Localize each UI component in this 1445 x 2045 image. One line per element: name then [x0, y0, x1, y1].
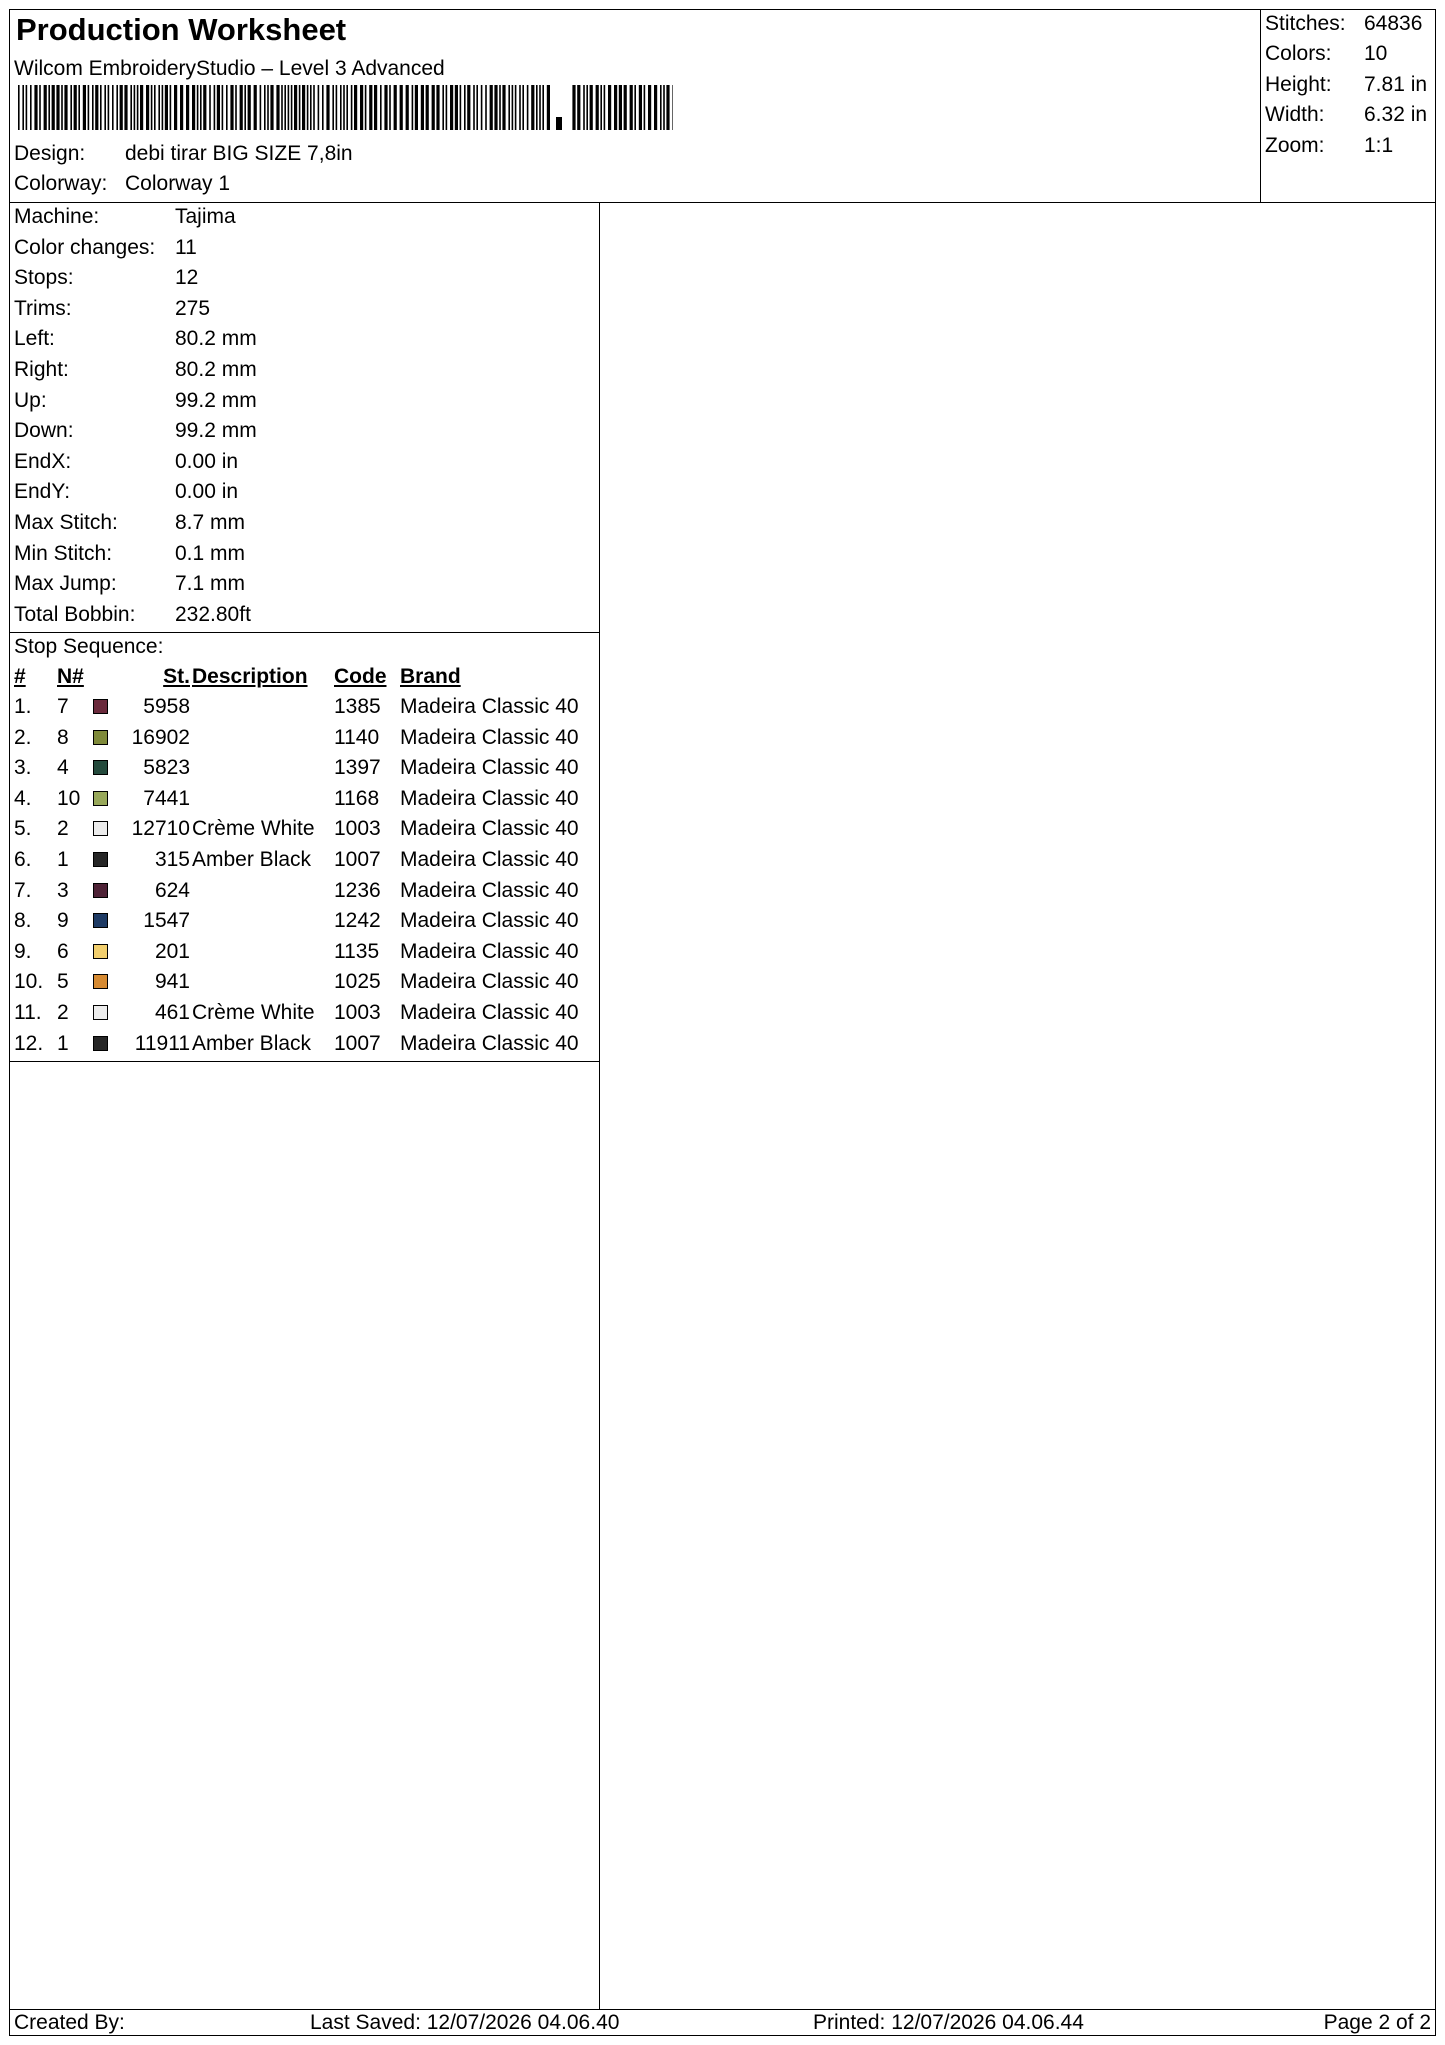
stop-needle: 2 [57, 1001, 69, 1024]
stop-needle: 8 [57, 725, 69, 749]
stop-brand: Madeira Classic 40 [400, 970, 579, 994]
thread-color-swatch [93, 760, 108, 775]
stop-number: 10. [14, 970, 44, 994]
software-name: Wilcom EmbroideryStudio – Level 3 Advanced [14, 57, 445, 80]
spec-label: Left: [14, 327, 55, 351]
stop-stitches: 16902 [131, 725, 190, 749]
page-title: Production Worksheet [16, 12, 347, 47]
stop-stitches: 12710 [131, 817, 190, 841]
stop-number: 5. [14, 817, 32, 841]
stop-stitches: 7441 [143, 786, 190, 810]
col-header-description: Description [192, 665, 308, 688]
spec-label: Right: [14, 358, 69, 381]
stop-stitches: 11911 [134, 1031, 190, 1055]
stop-number: 12. [14, 1031, 44, 1055]
stop-code: 1003 [334, 817, 381, 841]
stop-code: 1236 [334, 878, 381, 902]
spec-value: Tajima [175, 205, 236, 228]
design-row [14, 142, 353, 166]
spec-value: 11 [175, 235, 197, 259]
left-column [10, 203, 600, 2009]
spec-label: Stops: [14, 266, 74, 290]
thread-color-swatch [93, 974, 108, 989]
spec-row [14, 602, 251, 627]
stop-description: Crème White [192, 1001, 315, 1024]
stop-needle: 5 [57, 970, 69, 994]
worksheet-header [10, 10, 1435, 203]
stop-number: 9. [14, 939, 32, 963]
thread-color-swatch [93, 821, 108, 836]
spec-label: Up: [14, 388, 47, 412]
stop-needle: 1 [57, 848, 69, 871]
worksheet-footer [10, 2009, 1435, 2037]
thread-color-swatch [93, 913, 108, 928]
spec-label: Machine: [14, 205, 100, 228]
spec-value: 80.2 mm [175, 358, 257, 381]
created-by: Created By: [14, 2011, 125, 2034]
stop-code: 1242 [334, 909, 381, 933]
stop-code: 1007 [334, 1031, 381, 1055]
stop-brand: Madeira Classic 40 [400, 878, 579, 902]
stop-number: 11. [14, 1001, 42, 1024]
spec-value: 12 [175, 266, 199, 290]
thread-color-swatch [93, 1036, 108, 1051]
col-header-stitches: St. [163, 665, 190, 688]
spec-value: 80.2 mm [175, 327, 257, 351]
spec-label: Color changes: [14, 235, 156, 259]
stop-code: 1135 [334, 939, 380, 963]
stop-needle: 1 [57, 1031, 69, 1055]
stop-stitches: 461 [154, 1001, 190, 1024]
spec-value: 99.2 mm [175, 419, 257, 443]
spec-value: 0.00 in [175, 480, 239, 504]
spec-row [14, 511, 246, 535]
stop-sequence [10, 633, 599, 1062]
spec-row [14, 572, 246, 596]
spec-row [14, 327, 257, 351]
spec-row [14, 388, 257, 413]
stop-number: 7. [14, 878, 32, 902]
stop-needle: 2 [57, 817, 69, 841]
colorway-name: Colorway 1 [125, 172, 231, 195]
stop-brand: Madeira Classic 40 [400, 1001, 579, 1024]
stop-number: 2. [14, 725, 32, 749]
stop-stitches: 5823 [143, 756, 190, 780]
stop-brand: Madeira Classic 40 [400, 817, 579, 841]
stop-code: 1168 [334, 786, 380, 810]
design-label: Design: [14, 142, 86, 165]
spec-label: Max Stitch: [14, 511, 118, 534]
barcode-image [18, 85, 673, 130]
stop-stitches: 315 [154, 848, 190, 871]
stop-brand: Madeira Classic 40 [400, 848, 579, 871]
page-number: Page 2 of 2 [1323, 2011, 1431, 2034]
stop-stitches: 1547 [143, 909, 190, 933]
stat-height: Height: 7.81 in [1265, 73, 1428, 96]
stop-number: 4. [14, 786, 32, 810]
design-name: debi tirar BIG SIZE 7,8in [125, 142, 353, 165]
stop-code: 1025 [334, 970, 381, 994]
stop-needle: 7 [57, 695, 69, 718]
col-header-needle: N# [57, 665, 84, 688]
stop-code: 1003 [334, 1001, 381, 1024]
stop-code: 1397 [334, 756, 381, 780]
design-stats [1260, 10, 1437, 203]
spec-value: 275 [175, 296, 211, 320]
spec-row [14, 449, 239, 474]
stop-number: 3. [14, 756, 32, 780]
stop-needle: 10 [57, 786, 81, 810]
stop-stitches: 624 [154, 878, 190, 902]
spec-label: Min Stitch: [14, 541, 113, 565]
stop-code: 1385 [334, 695, 381, 718]
spec-label: Total Bobbin: [14, 602, 136, 626]
spec-value: 8.7 mm [175, 511, 246, 534]
stop-needle: 9 [57, 909, 69, 933]
spec-row [14, 235, 197, 260]
stop-needle: 6 [57, 939, 69, 963]
spec-row [14, 266, 199, 290]
spec-label: Trims: [14, 296, 72, 320]
thread-color-swatch [93, 852, 108, 867]
stop-stitches: 5958 [143, 695, 190, 718]
stat-zoom: Zoom: 1:1 [1265, 134, 1394, 157]
printed-date: Printed: 12/07/2026 04.06.44 [813, 2011, 1084, 2034]
stop-brand: Madeira Classic 40 [400, 786, 579, 810]
spec-value: 0.00 in [175, 449, 239, 473]
stop-number: 6. [14, 848, 32, 871]
col-header-brand: Brand [400, 665, 461, 688]
last-saved: Last Saved: 12/07/2026 04.06.40 [310, 2011, 620, 2034]
stop-needle: 4 [57, 756, 69, 780]
stop-needle: 3 [57, 878, 69, 902]
stop-stitches: 201 [154, 939, 190, 963]
stop-number: 1. [14, 695, 32, 718]
stop-stitches: 941 [154, 970, 190, 994]
stop-brand: Madeira Classic 40 [400, 939, 579, 963]
machine-specs [10, 203, 599, 633]
colorway-label: Colorway: [14, 172, 108, 195]
stop-brand: Madeira Classic 40 [400, 909, 579, 933]
stop-brand: Madeira Classic 40 [400, 725, 579, 749]
thread-color-swatch [93, 883, 108, 898]
spec-row [14, 296, 211, 321]
spec-row [14, 358, 257, 382]
colorway-row [14, 172, 231, 196]
stat-width: Width: 6.32 in [1265, 103, 1428, 126]
spec-label: Max Jump: [14, 572, 117, 596]
stop-brand: Madeira Classic 40 [400, 756, 579, 780]
spec-row [14, 541, 246, 566]
spec-row [14, 480, 239, 504]
stop-sequence-title: Stop Sequence: [14, 635, 164, 658]
stop-code: 1007 [334, 848, 381, 871]
worksheet-page [9, 9, 1436, 2036]
stop-number: 8. [14, 909, 32, 933]
stop-brand: Madeira Classic 40 [400, 1031, 579, 1055]
stop-brand: Madeira Classic 40 [400, 695, 579, 718]
stop-description: Crème White [192, 817, 315, 841]
thread-color-swatch [93, 730, 108, 745]
thread-color-swatch [93, 791, 108, 806]
spec-value: 232.80ft [175, 602, 251, 626]
thread-color-swatch [93, 1005, 108, 1020]
spec-value: 7.1 mm [175, 572, 246, 596]
spec-label: EndY: [14, 480, 71, 504]
spec-row [14, 419, 257, 443]
stat-stitches: Stitches: 64836 [1265, 12, 1423, 35]
spec-label: EndX: [14, 449, 72, 473]
col-header-number: # [14, 665, 26, 688]
thread-color-swatch [93, 699, 108, 714]
spec-label: Down: [14, 419, 74, 443]
stop-description: Amber Black [192, 848, 312, 871]
spec-value: 99.2 mm [175, 388, 257, 412]
col-header-code: Code [334, 665, 387, 688]
stat-colors: Colors: 10 [1265, 42, 1388, 65]
spec-row [14, 205, 236, 229]
spec-value: 0.1 mm [175, 541, 246, 565]
stop-description: Amber Black [192, 1031, 312, 1055]
stop-code: 1140 [334, 725, 380, 749]
thread-color-swatch [93, 944, 108, 959]
